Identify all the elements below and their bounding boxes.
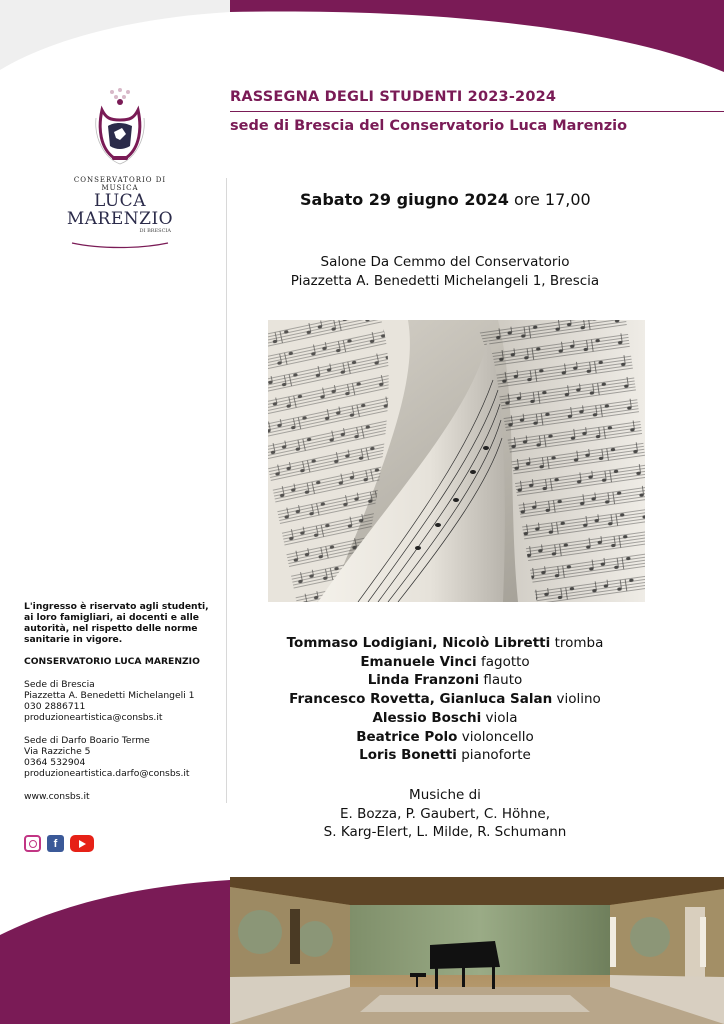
performer-row	[240, 746, 650, 765]
contact-info	[24, 601, 224, 802]
logo-underline-swoosh	[70, 241, 170, 249]
performer-row	[240, 690, 650, 709]
performer-row	[240, 634, 650, 653]
concert-hall-photo	[230, 877, 724, 1024]
venue-line1: Salone Da Cemmo del Conservatorio	[320, 254, 570, 270]
bottom-swoosh	[0, 880, 230, 1024]
logo-line2: LUCA MARENZIO	[66, 191, 174, 229]
performer-row	[240, 653, 650, 672]
access-notice	[24, 601, 224, 645]
composers-heading: Musiche di	[409, 787, 481, 803]
performer-instrument: viola	[485, 709, 518, 726]
performer-names: Loris Bonetti	[359, 747, 457, 764]
performer-row	[240, 671, 650, 690]
vertical-divider	[226, 178, 227, 803]
performer-instrument: violino	[556, 691, 601, 708]
brescia-line: Piazzetta A. Benedetti Michelangeli 1	[24, 690, 195, 701]
performer-names: Alessio Boschi	[372, 709, 482, 726]
performers-list	[240, 634, 650, 765]
sheet-music-photo	[268, 320, 645, 602]
youtube-icon[interactable]	[70, 835, 94, 852]
notice-line: ai loro famigliari, ai docenti e alle	[24, 612, 199, 623]
top-swoosh	[230, 0, 724, 72]
conservatory-logo	[55, 88, 185, 253]
performer-instrument: violoncello	[461, 728, 534, 745]
performer-names: Emanuele Vinci	[360, 653, 477, 670]
event-date	[300, 190, 591, 209]
darfo-address	[24, 735, 224, 779]
website-link[interactable]: www.consbs.it	[24, 791, 90, 802]
performer-names: Linda Franzoni	[367, 672, 480, 689]
logo-line3: DI BRESCIA	[139, 228, 171, 234]
event-venue	[240, 253, 650, 291]
composers-section	[240, 786, 650, 842]
performer-row	[240, 728, 650, 747]
darfo-phone: 0364 532904	[24, 757, 86, 768]
event-date-bold: Sabato 29 giugno 2024	[300, 190, 509, 209]
brescia-phone: 030 2886711	[24, 701, 86, 712]
performer-instrument: fagotto	[480, 653, 530, 670]
darfo-line: Sede di Darfo Boario Terme	[24, 735, 150, 746]
darfo-email-link[interactable]: produzioneartistica.darfo@consbs.it	[24, 768, 190, 779]
composers-line1: E. Bozza, P. Gaubert, C. Höhne,	[339, 805, 550, 822]
darfo-line: Via Razziche 5	[24, 746, 91, 757]
logo-line1: CONSERVATORIO DI MUSICA	[73, 176, 167, 192]
performer-instrument: pianoforte	[461, 747, 531, 764]
venue-line2: Piazzetta A. Benedetti Michelangeli 1, Brescia	[290, 273, 600, 289]
lyre-crest-icon	[90, 88, 150, 170]
facebook-icon[interactable]: f	[47, 835, 64, 852]
performer-instrument: flauto	[483, 672, 523, 689]
event-time: ore 17,00	[513, 190, 591, 209]
conservatorio-name: CONSERVATORIO LUCA MARENZIO	[24, 656, 200, 667]
social-icons	[24, 835, 94, 852]
performer-names: Francesco Rovetta, Gianluca Salan	[289, 691, 553, 708]
header-divider	[230, 111, 724, 112]
instagram-icon[interactable]	[24, 835, 41, 852]
notice-line: autorità, nel rispetto delle norme	[24, 623, 198, 634]
brescia-email-link[interactable]: produzioneartistica@consbs.it	[24, 712, 163, 723]
notice-line: L'ingresso è riservato agli studenti,	[24, 601, 209, 612]
brescia-line: Sede di Brescia	[24, 679, 95, 690]
brescia-address	[24, 679, 224, 723]
performer-instrument: tromba	[554, 635, 604, 651]
composers-line2: S. Karg-Elert, L. Milde, R. Schumann	[323, 824, 567, 840]
performer-names: Tommaso Lodigiani, Nicolò Libretti	[286, 635, 551, 651]
performer-row	[240, 709, 650, 728]
notice-line: sanitarie in vigore.	[24, 634, 123, 645]
performer-names: Beatrice Polo	[356, 728, 458, 745]
page-title: RASSEGNA DEGLI STUDENTI 2023-2024	[230, 89, 557, 105]
page-subtitle: sede di Brescia del Conservatorio Luca Marenzio	[230, 118, 628, 134]
